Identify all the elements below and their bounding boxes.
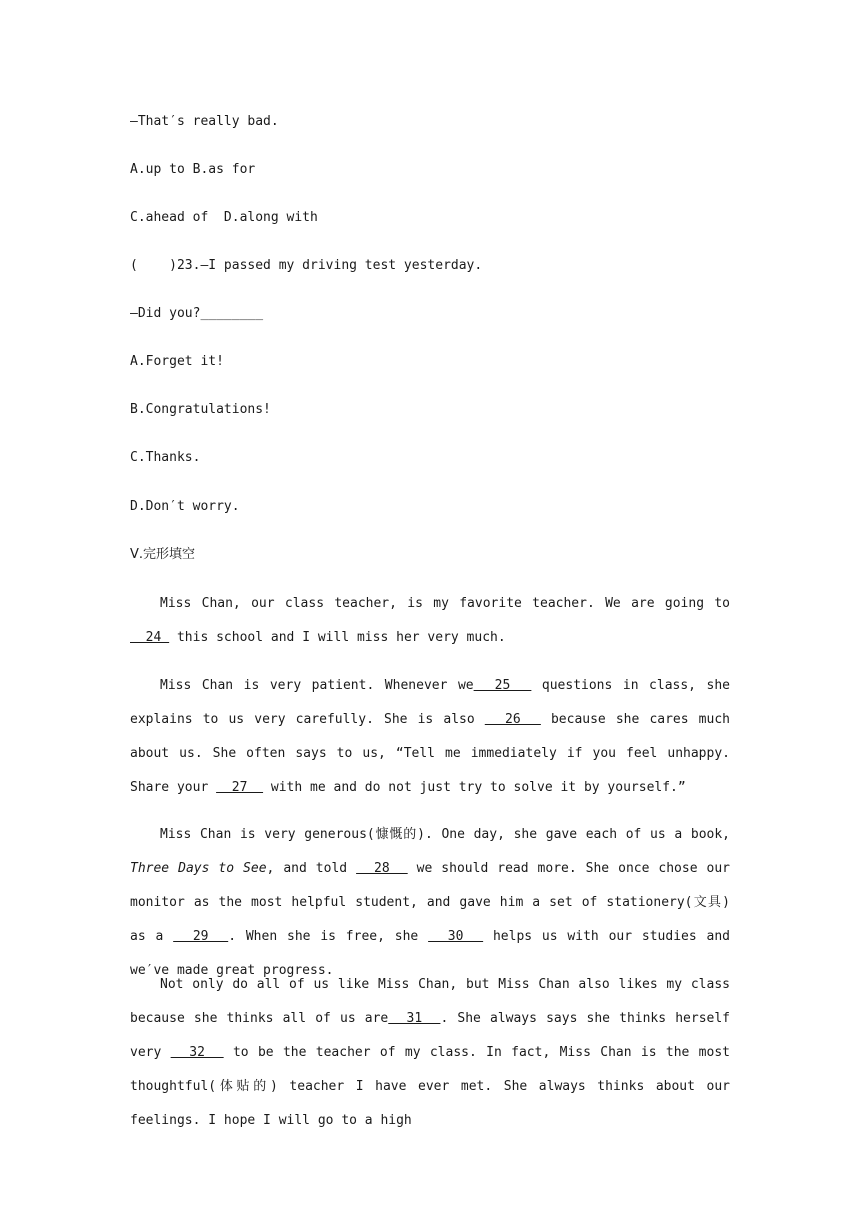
passage-text: Miss Chan is very patient. Whenever we [160, 678, 474, 693]
passage-text: Miss Chan is very generous(慷慨的). One day, she gave each of us a book, [160, 827, 730, 842]
passage-text: Miss Chan, our class teacher, is my favorite teacher. We are going to [160, 596, 730, 611]
blank-27: 27 [216, 780, 264, 795]
passage-text: we should read more. She once chose our monitor as the most helpful student, and gave him a set of stationery(文具) as a [130, 861, 730, 944]
dialogue-line: —Did you?________ [130, 306, 264, 321]
passage-text: Not only do all of us like Miss Chan, but Miss Chan also likes my class because she thinks all of us are [130, 977, 730, 1026]
passage-text: helps us with our studies and we′ve made great progress. [130, 929, 730, 978]
question-23: ( )23.—I passed my driving test yesterday. [130, 258, 483, 273]
passage-paragraph-2 [130, 669, 730, 805]
blank-29: 29 [173, 929, 229, 944]
option-b: B.Congratulations! [130, 402, 271, 417]
passage-text: . She always says she thinks herself very [130, 1011, 731, 1060]
blank-25: 25 [473, 678, 532, 693]
blank-26: 26 [484, 712, 541, 727]
blank-32: 32 [170, 1045, 224, 1060]
passage-text: . When she is free, she [228, 929, 429, 944]
passage-text: because she cares much about us. She often says to us, “Tell me immediately if you feel unhappy. Share your [130, 712, 730, 795]
blank-28: 28 [356, 861, 408, 876]
passage-paragraph-1 [130, 587, 730, 655]
passage-text: this school and I will miss her very much. [169, 630, 506, 645]
option-line: C.ahead of D.along with [130, 210, 318, 225]
section-title: Ⅴ.完形填空 [130, 547, 196, 562]
dialogue-line: —That′s really bad. [130, 114, 279, 129]
passage-text: questions in class, she explains to us very carefully. She is also [130, 678, 731, 727]
blank-31: 31 [388, 1011, 441, 1026]
passage-text: , and told [266, 861, 357, 876]
passage-paragraph-3 [130, 818, 730, 988]
blank-24: 24 [130, 630, 170, 645]
option-line: A.up to B.as for [130, 162, 256, 177]
passage-text: to be the teacher of my class. In fact, Miss Chan is the most thoughtful(体贴的) teacher I have ever met. She always thinks about our feelings. I hope I will go to a high [130, 1045, 730, 1128]
passage-paragraph-4 [130, 968, 730, 1138]
blank-30: 30 [428, 929, 484, 944]
option-a: A.Forget it! [130, 354, 224, 369]
option-d: D.Don′t worry. [130, 499, 240, 514]
passage-text: with me and do not just try to solve it by yourself.” [263, 780, 686, 795]
option-c: C.Thanks. [130, 450, 201, 465]
book-title: Three Days to See [130, 861, 267, 876]
